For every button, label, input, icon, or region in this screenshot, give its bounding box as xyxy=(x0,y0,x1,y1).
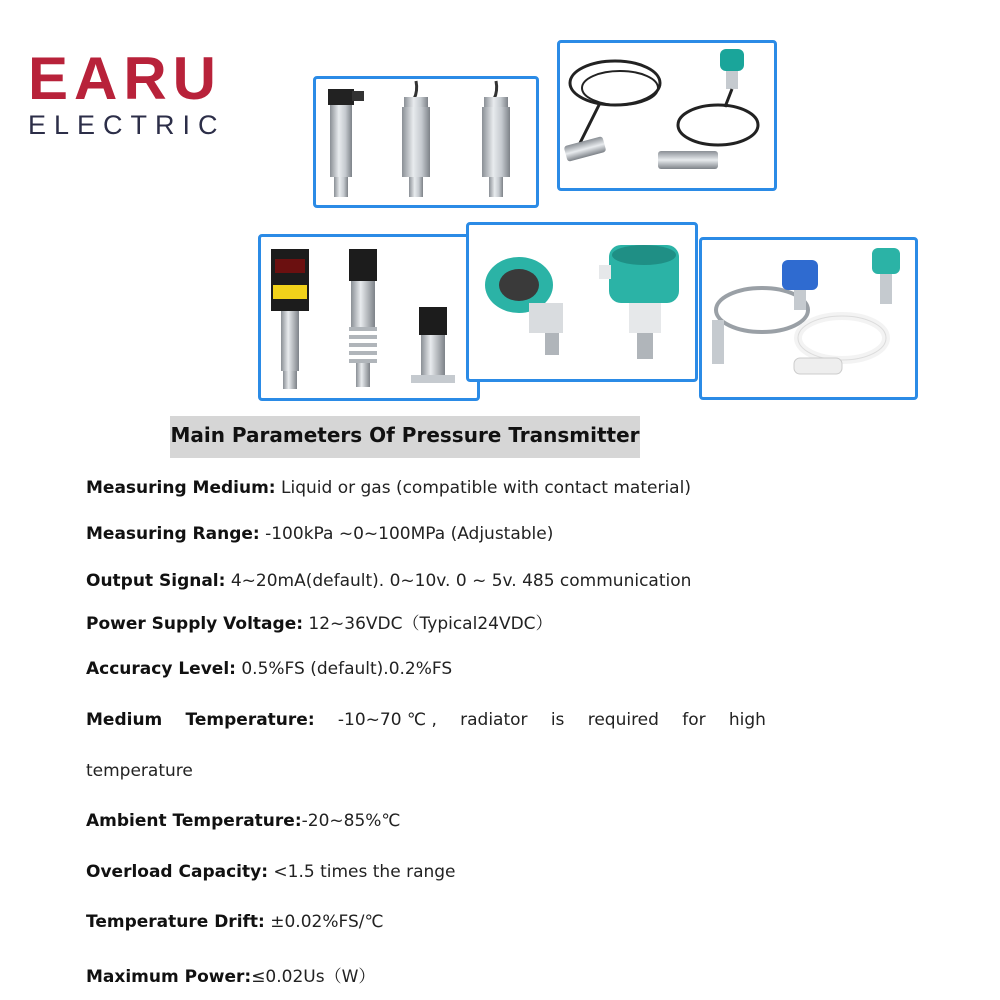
param-label: Ambient Temperature: xyxy=(86,811,302,831)
cable-transmitters-illustration xyxy=(702,240,915,397)
param-value: 12~36VDC（Typical24VDC） xyxy=(303,614,553,634)
param-value: -10~70 ℃ , xyxy=(337,710,437,730)
param-output-signal xyxy=(86,571,691,591)
stainless-transmitters-illustration xyxy=(316,79,536,205)
housing-transmitters-illustration xyxy=(469,225,695,379)
product-image-level-transmitters xyxy=(557,40,777,191)
param-value: ≤0.02Us（W） xyxy=(251,967,376,987)
param-temperature-drift xyxy=(86,912,384,932)
param-label: Accuracy Level: xyxy=(86,659,236,679)
param-label: Temperature: xyxy=(185,710,315,730)
param-label: Medium xyxy=(86,710,163,730)
param-value: <1.5 times the range xyxy=(268,862,456,882)
param-value: Liquid or gas (compatible with contact material) xyxy=(275,478,691,498)
product-image-stainless-transmitters xyxy=(313,76,539,208)
param-value: 0.5%FS (default).0.2%FS xyxy=(235,659,453,679)
param-value: -20~85%℃ xyxy=(301,811,401,831)
product-image-cable-transmitters xyxy=(699,237,918,400)
param-overload-capacity xyxy=(86,862,456,882)
param-value: radiator xyxy=(460,710,528,730)
logo-earu: EARU xyxy=(28,45,223,112)
param-label: Measuring Range: xyxy=(86,524,260,544)
param-medium-temperature xyxy=(86,710,766,730)
product-image-digital-transmitters xyxy=(258,234,480,401)
param-value: temperature xyxy=(86,761,193,781)
param-label: Maximum Power: xyxy=(86,967,252,987)
param-value: is xyxy=(550,710,565,730)
section-title: Main Parameters Of Pressure Transmitter xyxy=(170,423,640,447)
digital-transmitters-illustration xyxy=(261,237,477,398)
param-power-supply xyxy=(86,609,553,634)
param-label: Measuring Medium: xyxy=(86,478,276,498)
param-label: Overload Capacity: xyxy=(86,862,269,882)
param-value: high xyxy=(728,710,766,730)
logo-electric: ELECTRIC xyxy=(28,110,226,140)
param-value: ±0.02%FS/℃ xyxy=(264,912,384,932)
brand-logo xyxy=(28,45,238,141)
param-value: required xyxy=(587,710,659,730)
param-value: -100kPa ~0~100MPa (Adjustable) xyxy=(259,524,554,544)
param-measuring-range xyxy=(86,524,553,544)
param-accuracy-level xyxy=(86,659,452,679)
param-label: Output Signal: xyxy=(86,571,226,591)
level-transmitters-illustration xyxy=(560,43,774,188)
param-ambient-temperature xyxy=(86,811,401,831)
param-value: for xyxy=(682,710,706,730)
product-image-housing-transmitters xyxy=(466,222,698,382)
param-label: Power Supply Voltage: xyxy=(86,614,304,634)
param-measuring-medium xyxy=(86,478,691,498)
param-label: Temperature Drift: xyxy=(86,912,265,932)
param-medium-temperature-continuation xyxy=(86,761,193,781)
param-maximum-power xyxy=(86,962,375,987)
param-value: 4~20mA(default). 0~10v. 0 ~ 5v. 485 communication xyxy=(225,571,692,591)
